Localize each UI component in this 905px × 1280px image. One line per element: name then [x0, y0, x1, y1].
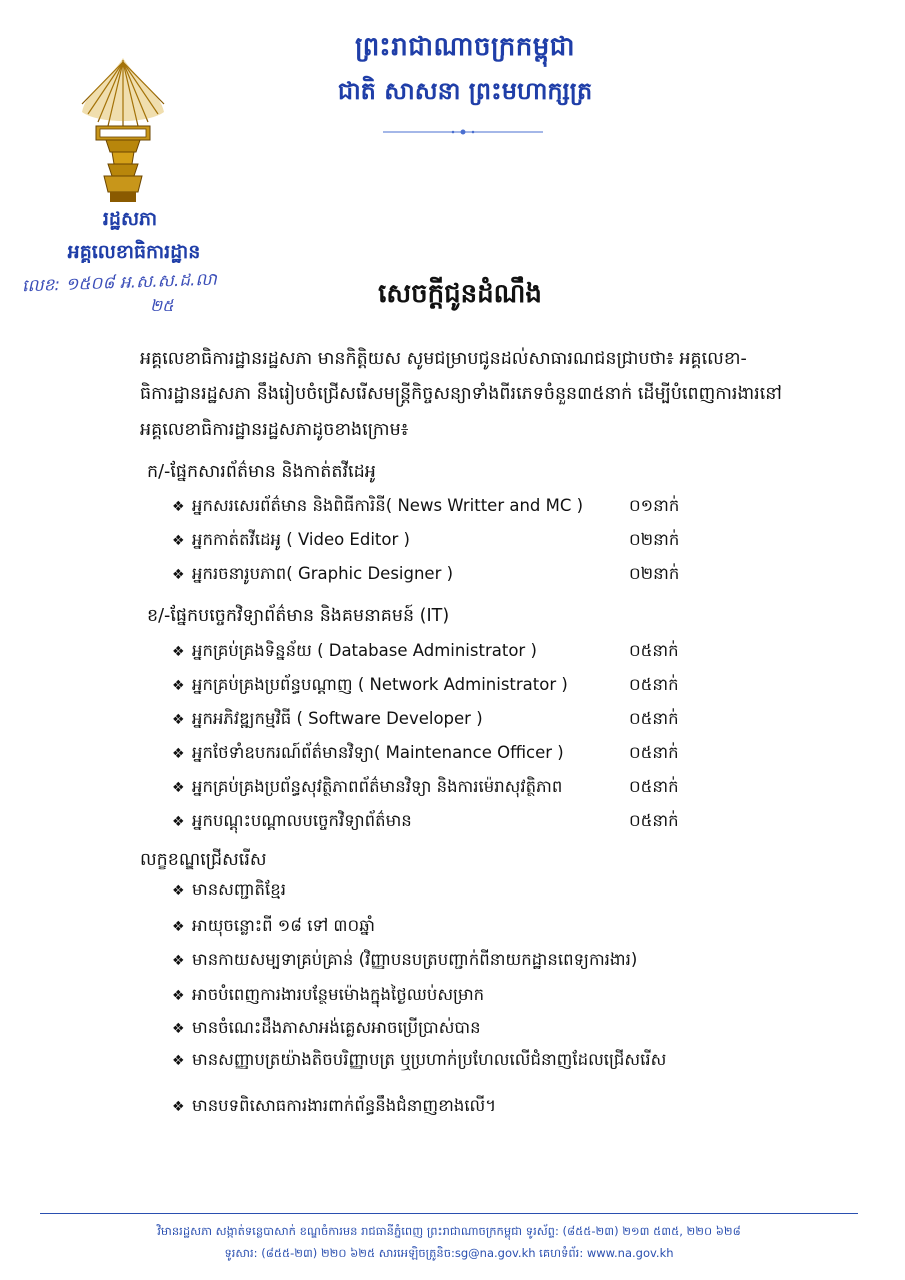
quantity: ០១នាក់ [629, 496, 680, 515]
diamond-bullet-icon: ❖ [172, 533, 185, 549]
org-name: រដ្ឋសភា [102, 208, 158, 230]
list-item: ❖ អ្នកបណ្តុះបណ្តាលបច្ចេកវិទ្យាព័ត៌មាន [172, 811, 412, 830]
list-item: ❖ អ្នកកាត់តវីដេអូ ( Video Editor ) [172, 530, 410, 549]
footer-contact: ទូរសារ: (៨៥៥-២៣) ២២០ ៦២៥ សារអេឡិចត្រូនិច:sg@na.gov.kh គេហទំព័រ: www.na.gov.kh [224, 1246, 674, 1260]
parliament-emblem-icon [78, 52, 168, 212]
document-title: សេចក្តីជូនដំណឹង [378, 279, 542, 309]
list-item: ❖ មានសញ្ញាបត្រយ៉ាងតិចបរិញ្ញាបត្រ ឬប្រហាក់ប្រហែលលើជំនាញដែលជ្រើសរើស [172, 1050, 667, 1069]
footer-address: វិមានរដ្ឋសភា សង្កាត់ទន្លេបាសាក់ ខណ្ឌចំការមន រាជធានីភ្នំពេញ ព្រះរាជាណាចក្រកម្ពុជា ទូរស័ព្ទ: (៨៥៥-២៣) ២១៣ ៥៣៥, ២២០ ៦២៨ [157, 1224, 741, 1238]
header-kingdom: ព្រះរាជាណាចក្រកម្ពុជា [355, 32, 575, 62]
list-item: ❖ អ្នកសរសេរព័ត៌មាន និងពិធីការិនី( News Writter and MC ) [172, 496, 584, 515]
quantity: ០៥នាក់ [629, 641, 679, 660]
diamond-bullet-icon: ❖ [172, 780, 185, 796]
list-item: ❖ អ្នកថែទាំឧបករណ៍ព័ត៌មានវិទ្យា( Maintenance Officer ) [172, 743, 564, 762]
list-item: ❖ មានចំណេះដឹងភាសាអង់គ្លេសអាចប្រើប្រាស់បាន [172, 1018, 481, 1037]
list-item: ❖ អ្នកគ្រប់គ្រងប្រព័ន្ធបណ្តាញ ( Network Administrator ) [172, 675, 568, 694]
quantity: ០២នាក់ [629, 564, 680, 583]
intro-line-3: អគ្គលេខាធិការដ្ឋានរដ្ឋសភាដូចខាងក្រោម៖ [140, 420, 409, 440]
diamond-bullet-icon: ❖ [172, 712, 185, 728]
header-motto: ជាតិ សាសនា ព្រះមហាក្សត្រ [337, 77, 593, 105]
intro-line-1: អគ្គលេខាធិការដ្ឋានរដ្ឋសភា មានកិត្តិយស សូមជម្រាបជូនដល់សាធារណជនជ្រាបថា៖ អគ្គលេខា- [140, 349, 747, 369]
list-item: ❖ អាចបំពេញការងារបន្ថែមម៉ោងក្នុងថ្ងៃឈប់សម្រាក [172, 985, 485, 1004]
diamond-bullet-icon: ❖ [172, 953, 185, 969]
diamond-bullet-icon: ❖ [172, 988, 185, 1004]
list-item: ❖ អ្នកគ្រប់គ្រងប្រព័ន្ធសុវត្ថិភាពព័ត៌មានវិទ្យា និងការម៉េរាសុវត្ថិភាព [172, 777, 563, 796]
quantity: ០៥នាក់ [629, 675, 679, 694]
diamond-bullet-icon: ❖ [172, 1099, 185, 1115]
diamond-bullet-icon: ❖ [172, 678, 185, 694]
list-item: ❖ អាយុចន្លោះពី ១៨ ទៅ ៣០ឆ្នាំ [172, 916, 375, 935]
diamond-bullet-icon: ❖ [172, 644, 185, 660]
quantity: ០២នាក់ [629, 530, 680, 549]
header-divider-ornament [383, 127, 543, 137]
reference-number: លេខ: ១៥០៨ អ.ស.ស.ដ.លា [21, 269, 218, 297]
diamond-bullet-icon: ❖ [172, 883, 185, 899]
list-item: ❖ អ្នកអភិវឌ្ឍកម្មវិធី ( Software Developer ) [172, 709, 483, 728]
reference-number-suffix: ២៥ [150, 296, 174, 315]
diamond-bullet-icon: ❖ [172, 1053, 185, 1069]
diamond-bullet-icon: ❖ [172, 746, 185, 762]
quantity: ០៥នាក់ [629, 777, 679, 796]
list-item: ❖ អ្នកគ្រប់គ្រងទិន្នន័យ ( Database Administrator ) [172, 641, 537, 660]
diamond-bullet-icon: ❖ [172, 919, 185, 935]
quantity: ០៥នាក់ [629, 811, 679, 830]
list-item: ❖ អ្នករចនារូបភាព( Graphic Designer ) [172, 564, 454, 583]
diamond-bullet-icon: ❖ [172, 814, 185, 830]
quantity: ០៥នាក់ [629, 709, 679, 728]
section-b-heading: ខ/-ផ្នែកបច្ចេកវិទ្យាព័ត៌មាន និងគមនាគមន៍ (IT) [147, 606, 450, 626]
intro-line-2: ធិការដ្ឋានរដ្ឋសភា នឹងរៀបចំជ្រើសរើសមន្ត្រីកិច្ចសន្យាទាំងពីរភេទចំនួន៣៥នាក់ ដើម្បីបំពេញការងារនៅ [140, 384, 782, 404]
list-item: ❖ មានសញ្ជាតិខ្មែរ [172, 880, 286, 899]
org-department: អគ្គលេខាធិការដ្ឋាន [67, 241, 201, 263]
diamond-bullet-icon: ❖ [172, 499, 185, 515]
section-a-heading: ក/-ផ្នែកសារព័ត៌មាន និងកាត់តវីដេអូ [147, 462, 376, 482]
list-item: ❖ មានកាយសម្បទាគ្រប់គ្រាន់ (វិញ្ញាបនបត្របញ្ជាក់ពីនាយកដ្ឋានពេទ្យការងារ) [172, 950, 638, 969]
quantity: ០៥នាក់ [629, 743, 679, 762]
criteria-heading: លក្ខខណ្ឌជ្រើសរើស [140, 850, 267, 870]
diamond-bullet-icon: ❖ [172, 1021, 185, 1037]
list-item: ❖ មានបទពិសោធការងារពាក់ព័ន្ធនឹងជំនាញខាងលើ។ [172, 1096, 497, 1115]
diamond-bullet-icon: ❖ [172, 567, 185, 583]
footer-divider [40, 1213, 858, 1214]
